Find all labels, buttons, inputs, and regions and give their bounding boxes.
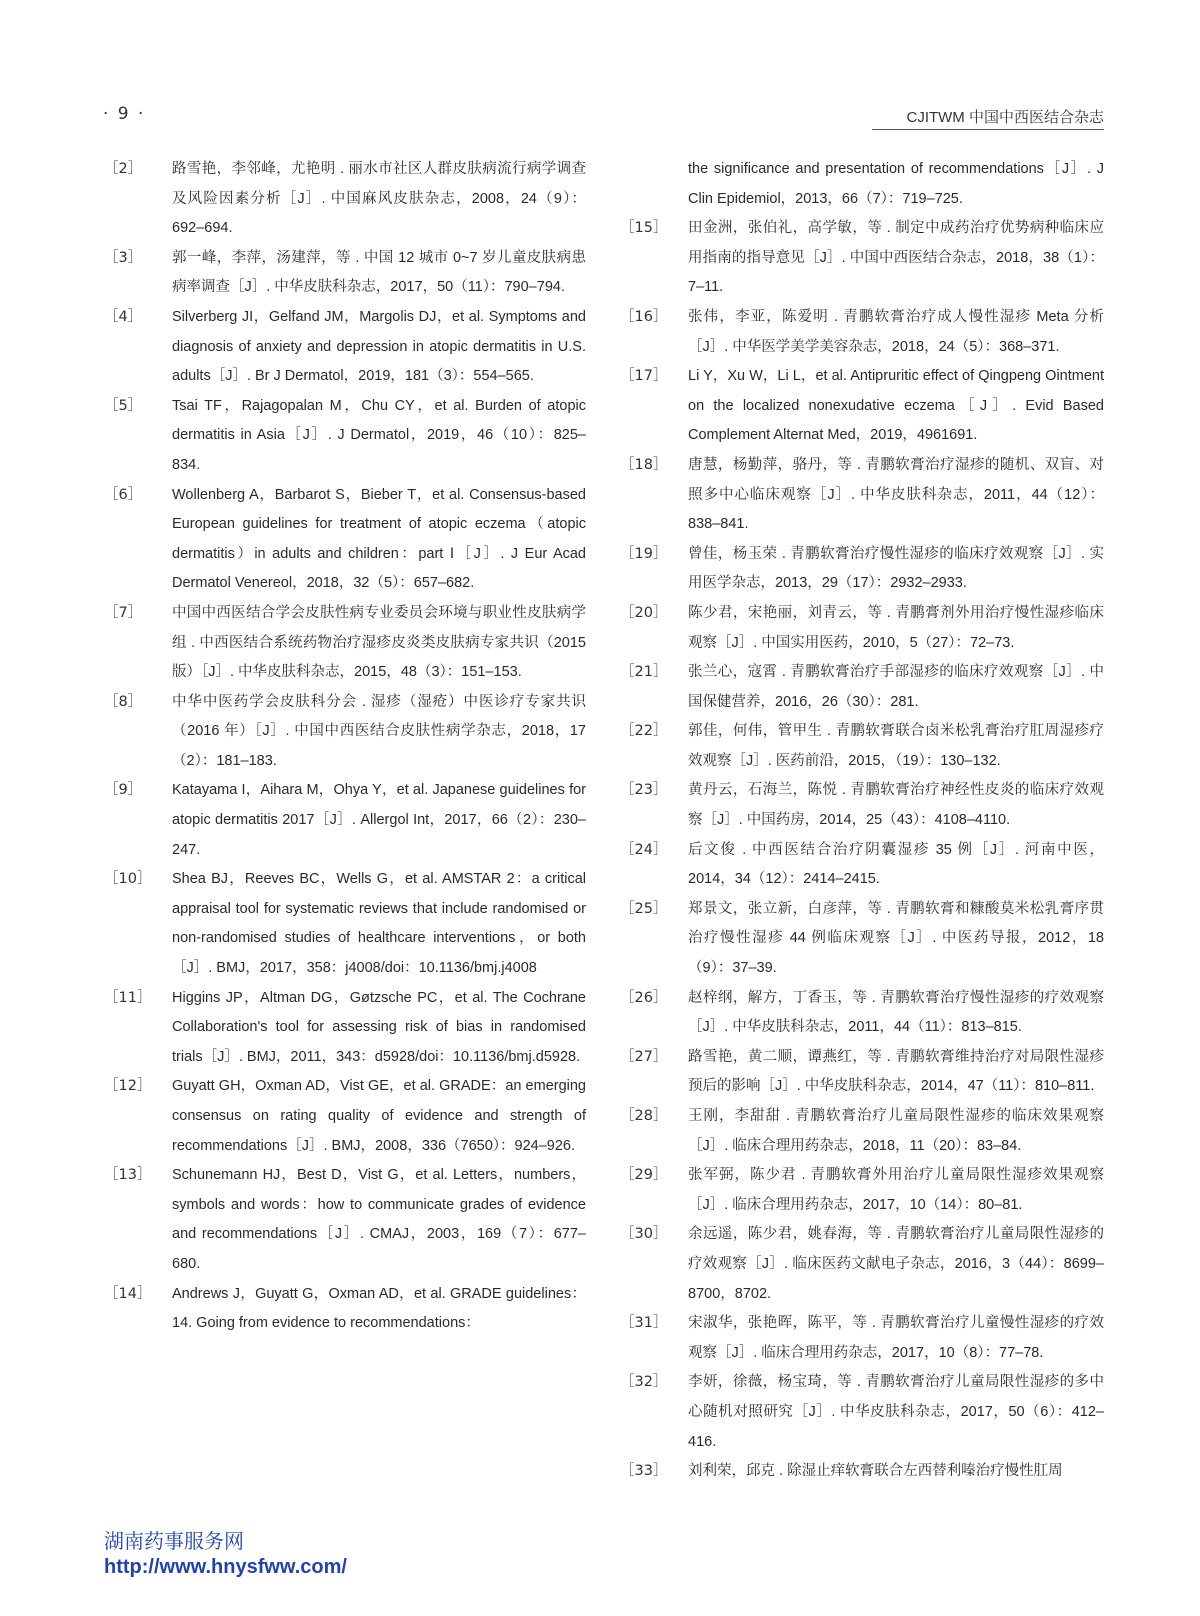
reference-item — [620, 1102, 1104, 1161]
reference-item — [104, 303, 586, 392]
reference-item — [104, 984, 586, 1073]
reference-text: 赵梓纲，解方，丁香玉，等 . 青鹏软膏治疗慢性湿疹的疗效观察［J］. 中华皮肤科杂志，2011，44（11）：813–815. — [688, 989, 1104, 1036]
reference-number: ［8］ — [104, 693, 143, 710]
reference-text: Andrews J，Guyatt G，Oxman AD，et al. GRADE guidelines：14. Going from evidence to recommendations： — [172, 1285, 586, 1332]
reference-number: ［7］ — [104, 604, 143, 621]
running-header — [906, 106, 1104, 127]
reference-number: ［14］ — [104, 1285, 152, 1302]
reference-text: 郭一峰，李萍，汤建萍，等 . 中国 12 城市 0~7 岁儿童皮肤病患病率调查［J］. 中华皮肤科杂志，2017，50（11）：790–794. — [172, 249, 586, 296]
reference-number: ［22］ — [620, 723, 668, 740]
reference-item — [104, 688, 586, 777]
reference-item — [620, 658, 1104, 717]
reference-number: ［33］ — [620, 1463, 668, 1480]
reference-text: 张军弼，陈少君 . 青鹏软膏外用治疗儿童局限性湿疹效果观察［J］. 临床合理用药杂志，2017，10（14）：80–81. — [688, 1167, 1104, 1213]
reference-item — [104, 1161, 586, 1279]
reference-item — [620, 1043, 1104, 1102]
journal-abbr: CJITWM — [906, 109, 965, 126]
reference-item — [104, 1072, 586, 1161]
reference-text: Katayama I，Aihara M，Ohya Y，et al. Japanese guidelines for atopic dermatitis 2017［J］. Allergol Int，2017，66（2）：230–247. — [172, 782, 586, 858]
reference-item — [620, 540, 1104, 599]
reference-number: ［31］ — [620, 1315, 668, 1332]
reference-text: Guyatt GH，Oxman AD，Vist GE，et al. GRADE：an emerging consensus on rating quality of evidence and strength of recommendations［J］. BMJ，2008，336（7650）：924–926. — [172, 1078, 586, 1154]
reference-text: the significance and presentation of recommendations［J］. J Clin Epidemiol，2013，66（7）：719–725. — [688, 161, 1104, 207]
reference-item — [620, 776, 1104, 835]
reference-continuation — [620, 155, 1104, 214]
reference-number: ［12］ — [104, 1078, 152, 1095]
reference-number: ［21］ — [620, 664, 668, 681]
reference-text: 郑景文，张立新，白彦萍，等 . 青鹏软膏和糠酸莫米松乳膏序贯治疗慢性湿疹 44 例临床观察［J］. 中医药导报，2012，18（9）：37–39. — [688, 900, 1104, 977]
reference-text: 后文俊 . 中西医结合治疗阴囊湿疹 35 例［J］. 河南中医，2014，34（12）：2414–2415. — [688, 841, 1104, 888]
reference-number: ［10］ — [104, 871, 152, 888]
reference-item — [620, 895, 1104, 984]
reference-number: ［17］ — [620, 368, 668, 385]
reference-number: ［13］ — [104, 1167, 152, 1184]
reference-item — [620, 303, 1104, 362]
reference-text: 郭佳，何伟，管甲生 . 青鹏软膏联合卤米松乳膏治疗肛周湿疹疗效观察［J］. 医药前沿，2015，（19）：130–132. — [688, 723, 1104, 769]
reference-text: 田金洲，张伯礼，高学敏，等 . 制定中成药治疗优势病种临床应用指南的指导意见［J］. 中国中西医结合杂志，2018，38（1）：7–11. — [688, 220, 1104, 296]
reference-number: ［6］ — [104, 486, 143, 503]
reference-text: 余远遥，陈少君，姚春海，等 . 青鹏软膏治疗儿童局限性湿疹的疗效观察［J］. 临床医药文献电子杂志，2016，3（44）：8699–8700，8702. — [688, 1226, 1104, 1302]
reference-text: 王刚，李甜甜 . 青鹏软膏治疗儿童局限性湿疹的临床效果观察［J］. 临床合理用药杂志，2018，11（20）：83–84. — [688, 1108, 1104, 1154]
reference-item — [620, 984, 1104, 1043]
reference-text: 陈少君，宋艳丽，刘青云，等 . 青鹏膏剂外用治疗慢性湿疹临床观察［J］. 中国实用医药，2010，5（27）：72–73. — [688, 604, 1104, 651]
reference-item — [620, 362, 1104, 451]
reference-number: ［4］ — [104, 308, 143, 325]
reference-column-left — [104, 155, 586, 1339]
reference-number: ［15］ — [620, 220, 668, 237]
reference-item — [620, 1161, 1104, 1220]
reference-column-right — [620, 155, 1104, 1487]
reference-text: Silverberg JI，Gelfand JM，Margolis DJ，et al. Symptoms and diagnosis of anxiety and depression in atopic dermatitis in U.S. adults［J］. Br J Dermatol，2019，181（3）：554–565. — [172, 308, 586, 385]
watermark — [104, 1528, 347, 1580]
reference-text: 中华中医药学会皮肤科分会 . 湿疹（湿疮）中医诊疗专家共识（2016 年）［J］. 中国中西医结合皮肤性病学杂志，2018，17（2）：181–183. — [172, 693, 586, 769]
reference-text: 路雪艳，李邻峰，尤艳明 . 丽水市社区人群皮肤病流行病学调查及风险因素分析［J］. 中国麻风皮肤杂志，2008，24（9）：692–694. — [172, 161, 586, 237]
reference-item — [620, 1220, 1104, 1309]
reference-item — [620, 214, 1104, 303]
reference-number: ［27］ — [620, 1048, 668, 1065]
reference-text: 路雪艳，黄二顺，谭燕红，等 . 青鹏软膏维持治疗对局限性湿疹预后的影响［J］. 中华皮肤科杂志，2014，47（11）：810–811. — [688, 1048, 1104, 1095]
reference-item — [620, 451, 1104, 540]
reference-text: Shea BJ，Reeves BC，Wells G，et al. AMSTAR 2：a critical appraisal tool for systematic reviews that include randomised or non-randomised studies of healthcare interventions，or both［J］. BMJ，2017，358：j4008/doi：10.1136/bmj.j4008 — [172, 871, 586, 977]
reference-text: 宋淑华，张艳晖，陈平，等 . 青鹏软膏治疗儿童慢性湿疹的疗效观察［J］. 临床合理用药杂志，2017，10（8）：77–78. — [688, 1315, 1104, 1361]
reference-number: ［16］ — [620, 308, 668, 325]
header-rule — [872, 129, 1104, 130]
reference-item — [104, 1280, 586, 1339]
reference-number: ［11］ — [104, 989, 152, 1006]
reference-text: Li Y，Xu W，Li L，et al. Antipruritic effect of Qingpeng Ointment on the localized nonexudative eczema［J］. Evid Based Complement Alternat Med，2019，4961691. — [688, 368, 1104, 444]
reference-item — [620, 1457, 1104, 1487]
reference-number: ［9］ — [104, 782, 143, 799]
reference-item — [620, 1368, 1104, 1457]
reference-text: Tsai TF，Rajagopalan M，Chu CY，et al. Burden of atopic dermatitis in Asia［J］. J Dermatol，2019，46（10）：825–834. — [172, 397, 586, 473]
journal-name: 中国中西医结合杂志 — [968, 108, 1104, 126]
reference-text: 刘利荣，邱克 . 除湿止痒软膏联合左西替利嗪治疗慢性肛周 — [688, 1463, 1063, 1480]
reference-item — [104, 155, 586, 244]
reference-number: ［5］ — [104, 397, 143, 414]
watermark-url[interactable]: http://www.hnysfww.com/ — [104, 1556, 347, 1578]
reference-text: 曾佳，杨玉荣 . 青鹏软膏治疗慢性湿疹的临床疗效观察［J］. 实用医学杂志，2013，29（17）：2932–2933. — [688, 545, 1104, 592]
reference-text: Schunemann HJ，Best D，Vist G，et al. Letters，numbers，symbols and words：how to communicate grades of evidence and recommendations［J］. CMAJ，2003，169（7）：677–680. — [172, 1167, 586, 1272]
reference-item — [104, 392, 586, 481]
reference-number: ［24］ — [620, 841, 668, 858]
reference-number: ［19］ — [620, 545, 668, 562]
reference-text: 李妍，徐薇，杨宝琦，等 . 青鹏软膏治疗儿童局限性湿疹的多中心随机对照研究［J］. 中华皮肤科杂志，2017，50（6）：412–416. — [688, 1374, 1104, 1450]
reference-number: ［2］ — [104, 161, 143, 177]
reference-item — [620, 836, 1104, 895]
reference-item — [104, 776, 586, 865]
reference-item — [104, 244, 586, 303]
reference-item — [620, 599, 1104, 658]
reference-number: ［29］ — [620, 1167, 668, 1184]
reference-item — [104, 599, 586, 688]
reference-item — [104, 481, 586, 599]
reference-number: ［30］ — [620, 1226, 668, 1243]
reference-item — [620, 717, 1104, 776]
reference-item — [104, 865, 586, 983]
reference-text: 中国中西医结合学会皮肤性病专业委员会环境与职业性皮肤病学组 . 中西医结合系统药物治疗湿疹皮炎类皮肤病专家共识（2015 版）［J］. 中华皮肤科杂志，2015，48（3）：151–153. — [172, 604, 586, 681]
reference-number: ［23］ — [620, 782, 668, 799]
reference-number: ［25］ — [620, 900, 668, 917]
reference-text: 张伟，李亚，陈爱明 . 青鹏软膏治疗成人慢性湿疹 Meta 分析［J］. 中华医学美学美容杂志，2018，24（5）：368–371. — [688, 308, 1104, 355]
reference-number: ［26］ — [620, 989, 668, 1006]
reference-number: ［32］ — [620, 1374, 668, 1391]
reference-item — [620, 1309, 1104, 1368]
reference-text: 黄丹云，石海兰，陈悦 . 青鹏软膏治疗神经性皮炎的临床疗效观察［J］. 中国药房，2014，25（43）：4108–4110. — [688, 782, 1104, 829]
reference-text: 张兰心，寇霄 . 青鹏软膏治疗手部湿疹的临床疗效观察［J］. 中国保健营养，2016，26（30）：281. — [688, 664, 1104, 710]
reference-number: ［3］ — [104, 249, 143, 266]
reference-number: ［18］ — [620, 456, 668, 473]
watermark-title: 湖南药事服务网 — [104, 1529, 244, 1553]
reference-text: Wollenberg A，Barbarot S，Bieber T，et al. Consensus-based European guidelines for treatment of atopic eczema（atopic dermatitis）in adults and children：part Ⅰ［J］. J Eur Acad Dermatol Venereol，2018，32（5）：657–682. — [172, 486, 586, 592]
reference-text: 唐慧，杨勤萍，骆丹，等 . 青鹏软膏治疗湿疹的随机、双盲、对照多中心临床观察［J］. 中华皮肤科杂志，2011，44（12）：838–841. — [688, 456, 1104, 533]
reference-text: Higgins JP，Altman DG，Gøtzsche PC，et al. The Cochrane Collaboration's tool for assessing risk of bias in randomised trials［J］. BMJ，2011，343：d5928/doi：10.1136/bmj.d5928. — [172, 989, 586, 1065]
reference-number: ［28］ — [620, 1108, 668, 1124]
page-number: · 9 · — [103, 104, 146, 124]
reference-number: ［20］ — [620, 604, 668, 621]
